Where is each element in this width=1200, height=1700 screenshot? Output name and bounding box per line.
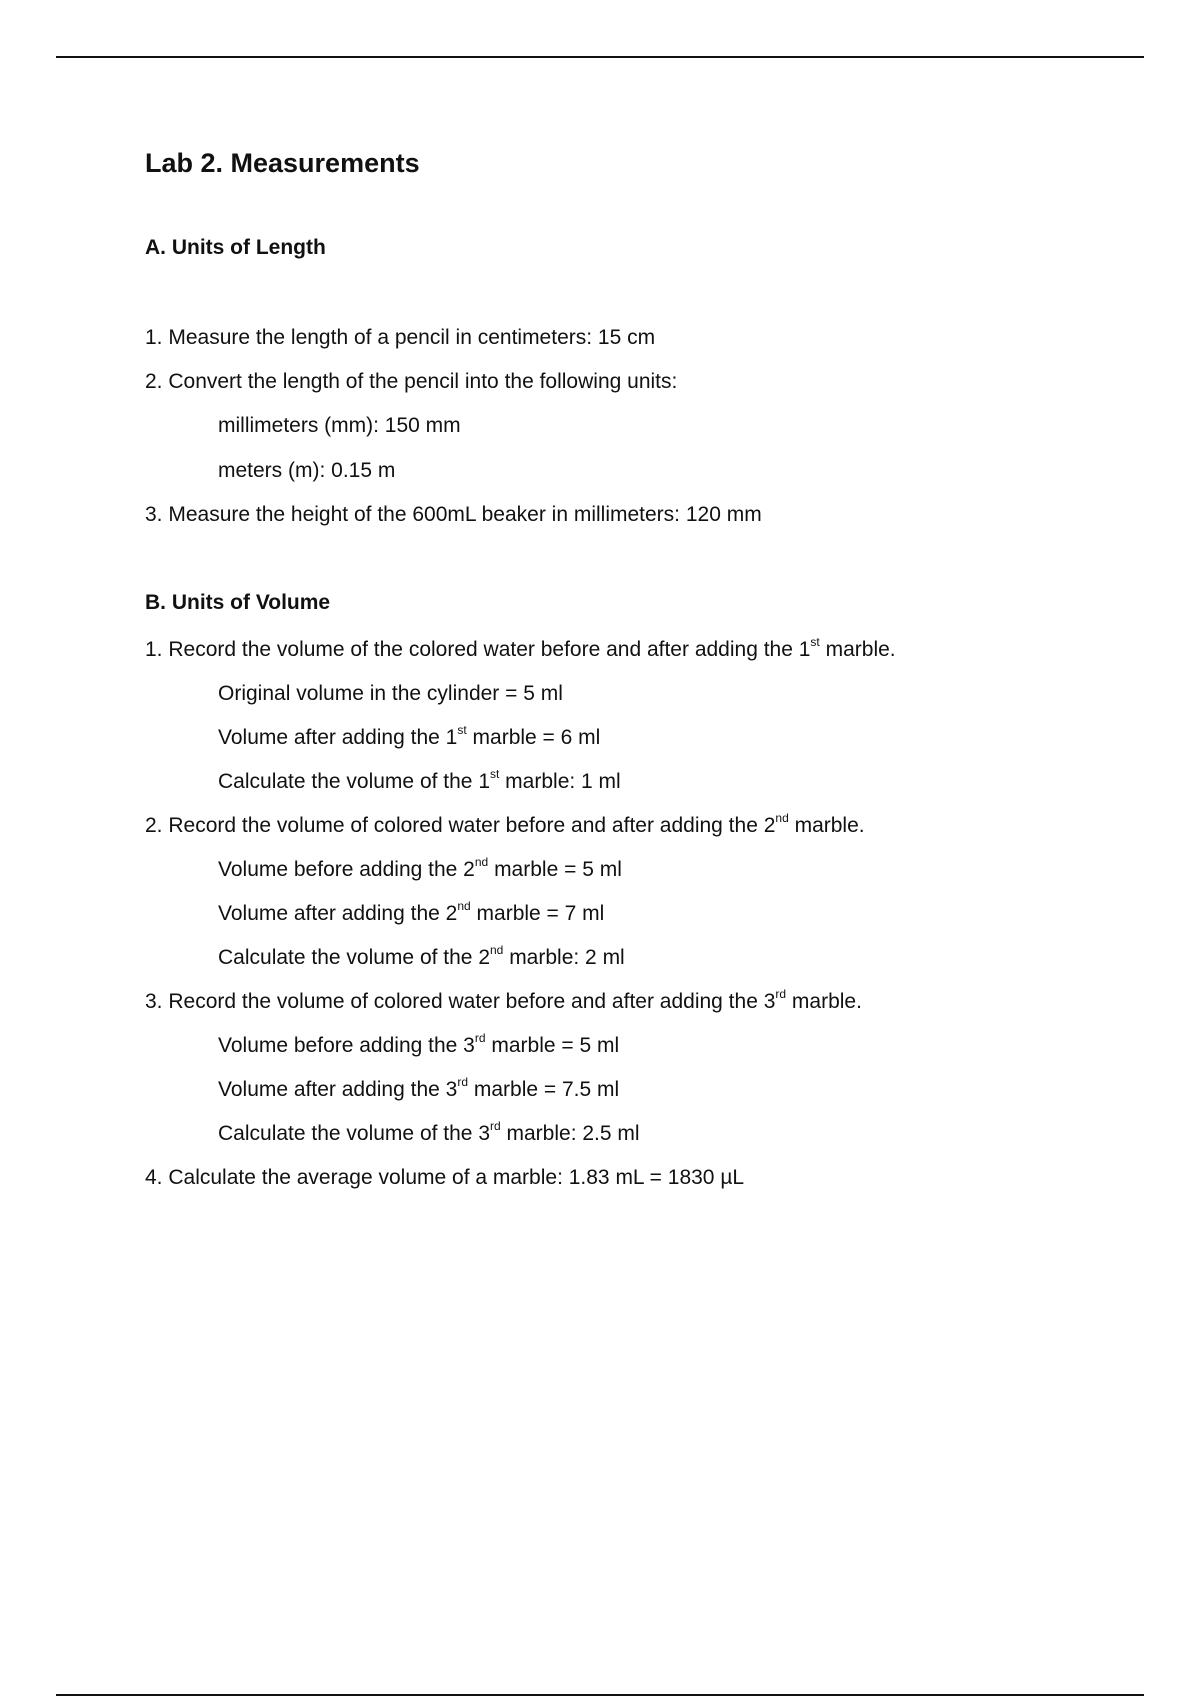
section-b-q2-volume-before: Volume before adding the 2nd marble = 5 ml (218, 855, 622, 881)
section-b-q1-marble-volume: Calculate the volume of the 1st marble: 1 ml (218, 767, 621, 793)
section-b-heading: B. Units of Volume (145, 591, 331, 614)
section-b-question-4: 4. Calculate the average volume of a marble: 1.83 mL = 1830 µL (145, 1166, 745, 1189)
section-b-question-1: 1. Record the volume of the colored water before and after adding the 1st marble. (145, 635, 896, 661)
section-b-q1-volume-after: Volume after adding the 1st marble = 6 ml (218, 723, 601, 749)
section-b-q3-volume-before: Volume before adding the 3rd marble = 5 ml (218, 1031, 620, 1057)
section-b-q2-marble-volume: Calculate the volume of the 2nd marble: 2 ml (218, 943, 625, 969)
section-a-question-1: 1. Measure the length of a pencil in centimeters: 15 cm (145, 326, 656, 349)
section-b-q3-marble-volume: Calculate the volume of the 3rd marble: 2.5 ml (218, 1119, 640, 1145)
section-b-question-3: 3. Record the volume of colored water before and after adding the 3rd marble. (145, 987, 862, 1013)
top-rule (56, 56, 1144, 58)
bottom-rule (56, 1694, 1144, 1696)
section-a-answer-mm: millimeters (mm): 150 mm (218, 414, 461, 437)
section-b-q3-volume-after: Volume after adding the 3rd marble = 7.5 ml (218, 1075, 620, 1101)
section-a-answer-m: meters (m): 0.15 m (218, 459, 396, 482)
section-b-q1-original-volume: Original volume in the cylinder = 5 ml (218, 682, 563, 705)
section-a-heading: A. Units of Length (145, 236, 326, 259)
section-b-question-2: 2. Record the volume of colored water before and after adding the 2nd marble. (145, 811, 865, 837)
page-title: Lab 2. Measurements (145, 148, 420, 178)
section-a-question-3: 3. Measure the height of the 600mL beaker in millimeters: 120 mm (145, 503, 762, 526)
section-b-q2-volume-after: Volume after adding the 2nd marble = 7 ml (218, 899, 605, 925)
section-a-question-2: 2. Convert the length of the pencil into the following units: (145, 370, 678, 393)
